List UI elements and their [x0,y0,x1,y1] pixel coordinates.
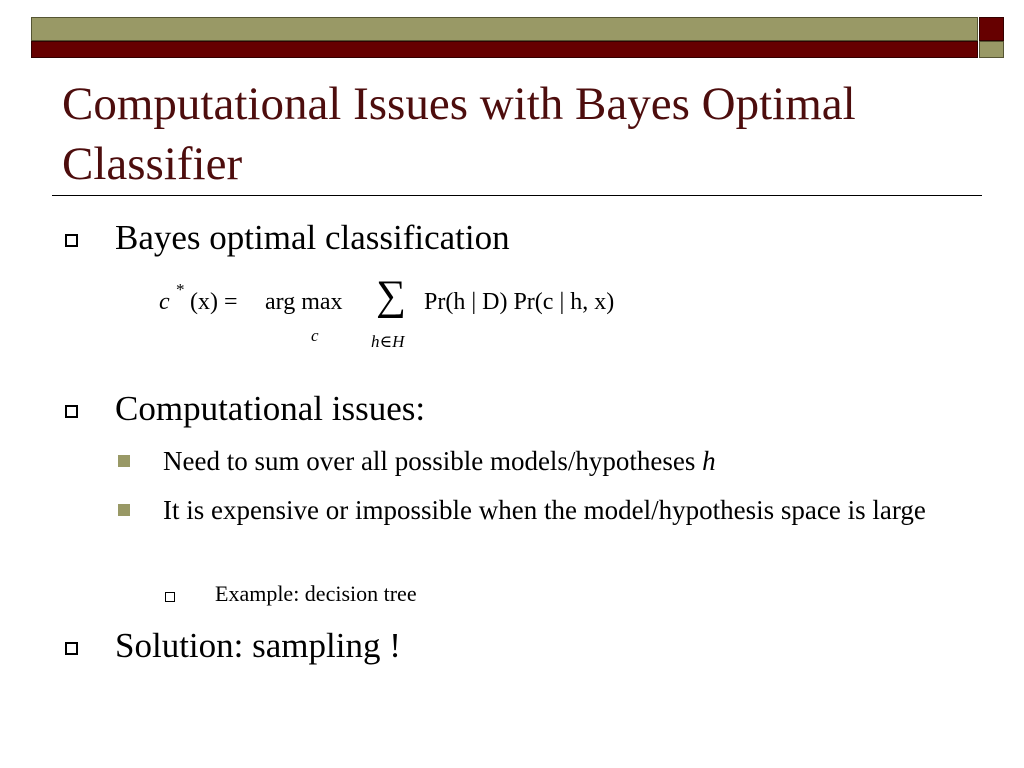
header-bar-maroon [31,41,978,58]
header-square-olive [979,41,1004,58]
bullet-text: Solution: sampling ! [115,626,401,665]
header-bar-olive [31,17,978,41]
sub-bullet-text: It is expensive or impossible when the model/hypothesis space is large [163,495,926,525]
title-divider [52,195,982,196]
formula-sigma-sub: h∈H [371,332,405,351]
hollow-square-bullet-icon [65,234,78,247]
formula-argmax-sub: c [311,326,319,345]
header-square-maroon [979,17,1004,41]
formula-lhs-sup: * [176,280,185,299]
formula-lhs-arg: (x) = [190,289,238,315]
formula-lhs-var: c [159,289,170,315]
hollow-square-bullet-icon [65,642,78,655]
hollow-square-bullet-icon [165,592,175,602]
filled-square-bullet-icon [118,504,130,516]
filled-square-bullet-icon [118,455,130,467]
formula-rhs: Pr(h | D) Pr(c | h, x) [424,289,615,315]
hollow-square-bullet-icon [65,405,78,418]
bullet-text: Computational issues: [115,389,426,428]
hypothesis-var: h [702,446,716,476]
sub-bullet-text: Need to sum over all possible models/hypotheses h [163,446,716,476]
slide-title: Computational Issues with Bayes Optimal Classifier [62,78,856,190]
summation-sigma: ∑ [376,273,406,319]
formula-argmax: arg max [265,289,343,315]
sub-sub-bullet-text: Example: decision tree [215,581,417,606]
bullet-text: Bayes optimal classification [115,218,510,257]
